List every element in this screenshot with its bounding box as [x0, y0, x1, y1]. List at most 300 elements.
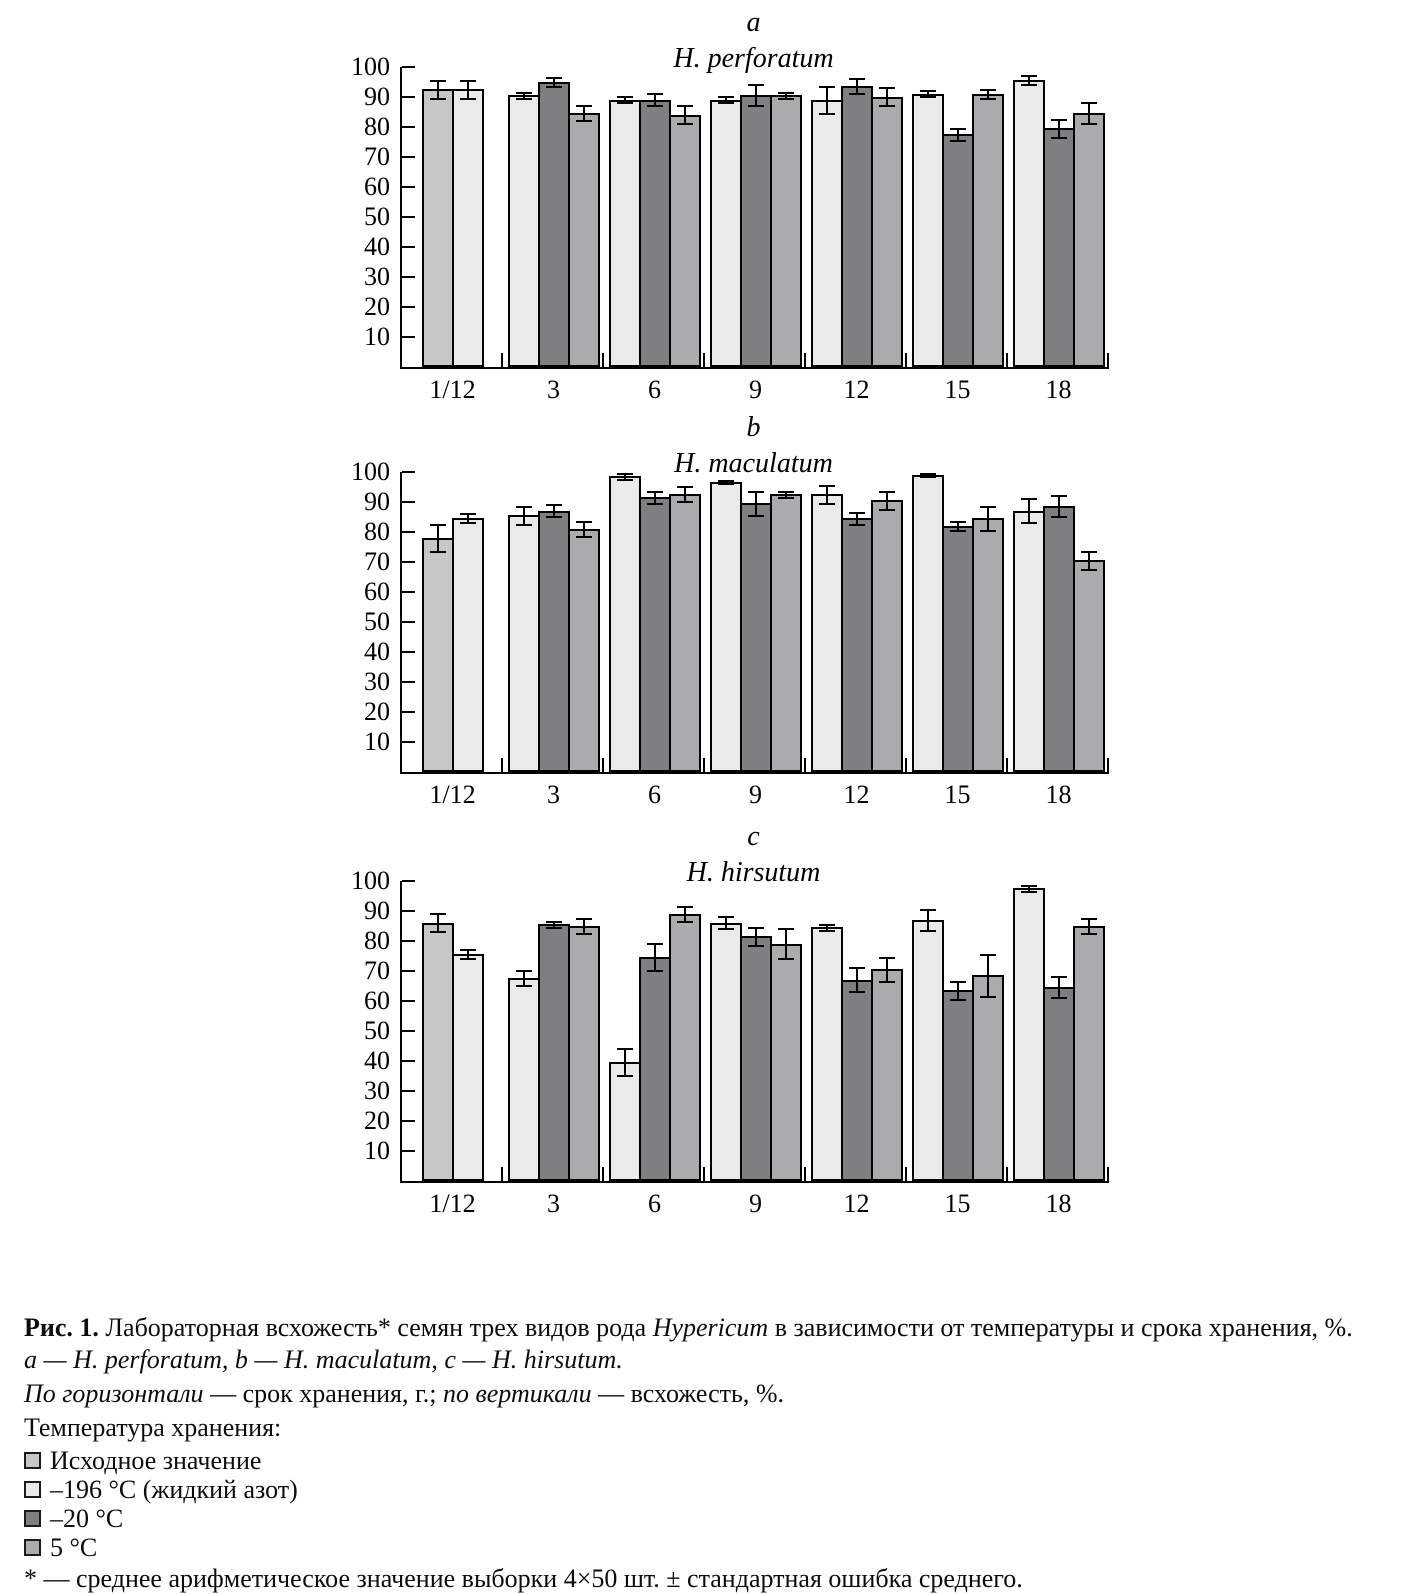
error-bar-cap: [460, 949, 476, 951]
y-axis-tick: [402, 1030, 415, 1032]
caption-line-2: a — H. perforatum, b — H. maculatum, c — H. hirsutum.: [24, 1345, 623, 1374]
y-axis-tick: [402, 1000, 415, 1002]
error-bar-cap: [677, 105, 693, 107]
error-bar-cap: [546, 927, 562, 929]
bar-plus5: [770, 95, 802, 367]
error-bar-cap: [516, 970, 532, 972]
error-bar-line: [437, 81, 439, 99]
error-bar-line: [583, 919, 585, 934]
y-axis-tick-label: 10: [364, 727, 390, 756]
y-axis-tick: [402, 741, 415, 743]
error-bar-cap: [748, 927, 764, 929]
error-bar-line: [523, 507, 525, 525]
bar-plus5: [871, 969, 903, 1181]
error-bar-cap: [1081, 569, 1097, 571]
y-axis-tick-label: 50: [364, 202, 390, 231]
y-axis-tick: [402, 96, 415, 98]
x-category-label: 15: [944, 375, 971, 404]
legend-heading: Температура хранения:: [24, 1413, 282, 1442]
x-axis-tick: [703, 353, 705, 367]
y-axis-tick-label: 70: [364, 956, 390, 985]
error-bar-cap: [748, 515, 764, 517]
error-bar-cap: [516, 98, 532, 100]
y-axis-tick-label: 80: [364, 112, 390, 141]
panel-letter-b: b: [746, 412, 761, 443]
y-axis-tick-label: 30: [364, 262, 390, 291]
error-bar-cap: [617, 1075, 633, 1077]
figure-footnote: * — среднее арифметическое значение выборки 4×50 шт. ± стандартная ошибка среднего.: [24, 1564, 1023, 1593]
error-bar-cap: [1081, 102, 1097, 104]
x-axis-tick: [602, 353, 604, 367]
error-bar-line: [755, 85, 757, 106]
error-bar-cap: [516, 524, 532, 526]
bar-minus196: [912, 475, 944, 772]
y-axis-tick-label: 70: [364, 547, 390, 576]
bar-plus5: [1073, 926, 1105, 1181]
error-bar-cap: [718, 96, 734, 98]
bar-minus196: [452, 89, 484, 367]
error-bar-cap: [980, 98, 996, 100]
error-bar-line: [826, 87, 828, 114]
error-bar-cap: [647, 491, 663, 493]
error-bar-cap: [778, 958, 794, 960]
error-bar-cap: [980, 89, 996, 91]
x-axis-tick: [804, 1167, 806, 1181]
error-bar-cap: [778, 928, 794, 930]
error-bar-line: [583, 522, 585, 537]
x-category-label: 1/12: [429, 780, 476, 809]
error-bar-cap: [1021, 498, 1037, 500]
x-axis-tick: [1107, 353, 1109, 367]
error-bar-cap: [576, 536, 592, 538]
bar-plus5: [669, 115, 701, 367]
bar-minus20: [942, 990, 974, 1181]
panel-title-b: H. maculatum: [674, 448, 833, 479]
error-bar-cap: [460, 513, 476, 515]
bar-plus5: [972, 518, 1004, 772]
error-bar-cap: [950, 521, 966, 523]
error-bar-cap: [1051, 516, 1067, 518]
y-axis-tick-label: 40: [364, 1046, 390, 1075]
error-bar-cap: [980, 954, 996, 956]
error-bar-cap: [1051, 997, 1067, 999]
error-bar-cap: [718, 483, 734, 485]
y-axis-tick-label: 30: [364, 1076, 390, 1105]
error-bar-cap: [748, 491, 764, 493]
bar-minus196: [710, 100, 742, 367]
error-bar-cap: [460, 98, 476, 100]
bar-minus196: [1013, 511, 1045, 772]
error-bar-cap: [617, 1048, 633, 1050]
legend-swatch-minus20: [24, 1510, 41, 1527]
x-category-label: 3: [547, 375, 560, 404]
bar-plus5: [669, 914, 701, 1181]
x-axis-tick: [501, 758, 503, 772]
error-bar-cap: [576, 120, 592, 122]
error-bar-cap: [748, 84, 764, 86]
x-axis-tick: [804, 353, 806, 367]
error-bar-line: [856, 968, 858, 992]
error-bar-cap: [950, 999, 966, 1001]
legend-label-initial: Исходное значение: [50, 1445, 262, 1475]
error-bar-cap: [819, 930, 835, 932]
x-axis-tick: [905, 1167, 907, 1181]
legend-label-minus196: –196 °C (жидкий азот): [50, 1474, 298, 1504]
bar-minus20: [841, 518, 873, 772]
error-bar-cap: [647, 503, 663, 505]
x-axis-tick: [804, 758, 806, 772]
bar-minus20: [1043, 128, 1075, 367]
bar-plus5: [568, 926, 600, 1181]
bar-minus20: [942, 526, 974, 772]
x-category-label: 12: [843, 1189, 870, 1218]
error-bar-cap: [920, 90, 936, 92]
x-category-label: 18: [1045, 780, 1072, 809]
error-bar-cap: [849, 524, 865, 526]
bar-plus5: [568, 529, 600, 772]
figure-caption: [24, 1312, 1389, 1594]
error-bar-line: [1058, 496, 1060, 517]
bar-plus5: [1073, 560, 1105, 772]
error-bar-line: [1058, 977, 1060, 998]
error-bar-cap: [1081, 918, 1097, 920]
error-bar-line: [826, 486, 828, 504]
error-bar-cap: [546, 921, 562, 923]
error-bar-cap: [718, 480, 734, 482]
x-category-label: 6: [648, 780, 661, 809]
bar-minus196: [609, 1062, 641, 1181]
error-bar-line: [1088, 919, 1090, 934]
error-bar-cap: [1021, 891, 1037, 893]
caption-line-3: [24, 1378, 1389, 1412]
y-axis-tick: [402, 306, 415, 308]
error-bar-cap: [950, 981, 966, 983]
error-bar-cap: [778, 92, 794, 94]
error-bar-cap: [879, 491, 895, 493]
x-category-label: 18: [1045, 375, 1072, 404]
y-axis-tick-label: 60: [364, 172, 390, 201]
legend-item-plus5: [24, 1533, 1389, 1562]
error-bar-cap: [778, 98, 794, 100]
y-axis-tick: [402, 970, 415, 972]
error-bar-line: [684, 907, 686, 922]
bar-minus196: [609, 476, 641, 772]
error-bar-cap: [1051, 119, 1067, 121]
error-bar-line: [437, 525, 439, 552]
error-bar-cap: [879, 981, 895, 983]
x-category-label: 15: [944, 780, 971, 809]
legend-swatch-initial: [24, 1452, 41, 1469]
error-bar-line: [755, 492, 757, 516]
error-bar-line: [654, 944, 656, 971]
panel-b: [351, 412, 1107, 813]
caption-line-3-text: — срок хранения, г.;: [203, 1379, 443, 1408]
error-bar-cap: [950, 128, 966, 130]
error-bar-cap: [430, 524, 446, 526]
error-bar-cap: [718, 928, 734, 930]
error-bar-cap: [879, 87, 895, 89]
x-axis-tick: [703, 1167, 705, 1181]
error-bar-cap: [980, 996, 996, 998]
bar-plus5: [972, 94, 1004, 367]
legend-swatch-plus5: [24, 1539, 41, 1556]
caption-line-1-tail: в зависимости от температуры и срока хранения, %.: [768, 1313, 1353, 1342]
error-bar-line: [927, 910, 929, 931]
x-category-label: 1/12: [429, 1189, 476, 1218]
y-axis-tick-label: 60: [364, 577, 390, 606]
x-category-label: 1/12: [429, 375, 476, 404]
error-bar-cap: [677, 501, 693, 503]
error-bar-cap: [516, 92, 532, 94]
x-axis-tick: [1107, 758, 1109, 772]
error-bar-cap: [1081, 123, 1097, 125]
error-bar-cap: [980, 530, 996, 532]
y-axis-tick-label: 100: [351, 457, 390, 486]
y-axis-tick-label: 70: [364, 142, 390, 171]
error-bar-cap: [677, 123, 693, 125]
bar-initial: [422, 923, 454, 1181]
bar-minus196: [508, 515, 540, 772]
y-axis-tick-label: 20: [364, 697, 390, 726]
error-bar-line: [987, 955, 989, 997]
caption-vertical-label: по вертикали: [442, 1379, 592, 1408]
y-axis-tick-label: 80: [364, 517, 390, 546]
y-axis-tick-label: 10: [364, 322, 390, 351]
y-axis-tick: [402, 246, 415, 248]
bar-minus196: [811, 100, 843, 367]
x-category-label: 6: [648, 375, 661, 404]
error-bar-line: [583, 106, 585, 121]
x-category-label: 9: [749, 780, 762, 809]
legend-item-minus196: [24, 1475, 1389, 1504]
y-axis-tick-label: 100: [351, 52, 390, 81]
y-axis-tick-label: 100: [351, 866, 390, 895]
x-axis-tick: [1006, 1167, 1008, 1181]
x-category-label: 18: [1045, 1189, 1072, 1218]
error-bar-cap: [1051, 495, 1067, 497]
error-bar-cap: [879, 509, 895, 511]
panel-letter-c: c: [747, 821, 760, 852]
bar-minus196: [1013, 80, 1045, 367]
error-bar-cap: [1051, 976, 1067, 978]
caption-line-1-text: Лабораторная всхожесть* семян трех видов рода: [98, 1313, 653, 1342]
error-bar-line: [684, 487, 686, 502]
y-axis-tick-label: 20: [364, 1106, 390, 1135]
error-bar-line: [624, 1049, 626, 1076]
y-axis-tick: [402, 591, 415, 593]
y-axis-tick: [402, 501, 415, 503]
bar-minus20: [639, 100, 671, 367]
bar-minus20: [740, 936, 772, 1181]
error-bar-cap: [617, 96, 633, 98]
error-bar-cap: [819, 113, 835, 115]
error-bar-cap: [748, 945, 764, 947]
x-axis-tick: [602, 758, 604, 772]
error-bar-cap: [430, 80, 446, 82]
error-bar-cap: [718, 102, 734, 104]
x-category-label: 15: [944, 1189, 971, 1218]
bar-minus20: [538, 82, 570, 367]
x-axis-tick: [1006, 353, 1008, 367]
bar-minus20: [538, 924, 570, 1181]
error-bar-cap: [950, 140, 966, 142]
y-axis-tick-label: 50: [364, 607, 390, 636]
error-bar-cap: [849, 991, 865, 993]
x-axis-tick: [905, 758, 907, 772]
bar-plus5: [972, 975, 1004, 1181]
x-category-label: 9: [749, 375, 762, 404]
x-category-label: 3: [547, 1189, 560, 1218]
y-axis-tick-label: 80: [364, 926, 390, 955]
bar-plus5: [871, 500, 903, 772]
error-bar-cap: [819, 86, 835, 88]
x-axis-tick: [1107, 1167, 1109, 1181]
bar-minus196: [452, 518, 484, 772]
x-category-label: 9: [749, 1189, 762, 1218]
caption-line-3-tail: — всхожесть, %.: [591, 1379, 785, 1408]
error-bar-cap: [460, 958, 476, 960]
error-bar-cap: [647, 943, 663, 945]
bar-minus20: [740, 503, 772, 772]
y-axis-tick-label: 20: [364, 292, 390, 321]
error-bar-line: [957, 982, 959, 1000]
error-bar-line: [886, 492, 888, 510]
error-bar-cap: [1021, 522, 1037, 524]
bar-plus5: [770, 494, 802, 772]
error-bar-line: [684, 106, 686, 124]
y-axis-tick-label: 40: [364, 232, 390, 261]
bar-minus196: [912, 920, 944, 1181]
error-bar-line: [523, 971, 525, 986]
error-bar-cap: [677, 921, 693, 923]
y-axis-tick-label: 90: [364, 487, 390, 516]
panel-c: [351, 821, 1107, 1222]
bar-minus20: [639, 497, 671, 772]
bar-minus196: [811, 494, 843, 772]
error-bar-cap: [430, 551, 446, 553]
caption-horizontal-label: По горизонтали: [24, 1379, 204, 1408]
error-bar-cap: [819, 503, 835, 505]
error-bar-cap: [430, 98, 446, 100]
error-bar-cap: [647, 970, 663, 972]
caption-line-1: [24, 1312, 1389, 1344]
error-bar-cap: [546, 504, 562, 506]
bar-initial: [422, 538, 454, 772]
bar-minus196: [508, 95, 540, 367]
legend-item-initial: [24, 1446, 1389, 1475]
x-category-label: 3: [547, 780, 560, 809]
error-bar-cap: [849, 967, 865, 969]
error-bar-line: [1028, 499, 1030, 523]
error-bar-line: [785, 929, 787, 959]
error-bar-cap: [718, 916, 734, 918]
error-bar-cap: [516, 506, 532, 508]
y-axis-tick: [402, 216, 415, 218]
y-axis-tick-label: 30: [364, 667, 390, 696]
bar-minus196: [452, 954, 484, 1181]
error-bar-cap: [647, 105, 663, 107]
error-bar-line: [467, 81, 469, 99]
bar-minus196: [609, 100, 641, 367]
y-axis-tick: [402, 910, 415, 912]
error-bar-cap: [748, 105, 764, 107]
y-axis-tick-label: 40: [364, 637, 390, 666]
x-axis-tick: [602, 1167, 604, 1181]
panel-title-a: H. perforatum: [673, 43, 834, 74]
error-bar-cap: [819, 485, 835, 487]
bar-minus196: [1013, 888, 1045, 1181]
bar-plus5: [770, 944, 802, 1181]
panel-title-c: H. hirsutum: [686, 857, 821, 888]
error-bar-line: [856, 79, 858, 94]
x-axis-tick: [501, 1167, 503, 1181]
bar-plus5: [1073, 113, 1105, 367]
error-bar-cap: [1021, 84, 1037, 86]
error-bar-line: [437, 914, 439, 932]
error-bar-cap: [1081, 933, 1097, 935]
error-bar-cap: [430, 931, 446, 933]
x-axis-tick: [905, 353, 907, 367]
error-bar-cap: [516, 985, 532, 987]
x-category-label: 12: [843, 780, 870, 809]
error-bar-line: [755, 928, 757, 946]
y-axis-tick: [402, 621, 415, 623]
error-bar-cap: [677, 486, 693, 488]
x-category-label: 6: [648, 1189, 661, 1218]
y-axis-tick-label: 10: [364, 1136, 390, 1165]
legend-label-plus5: 5 °C: [50, 1532, 98, 1562]
y-axis-tick: [402, 1090, 415, 1092]
bar-minus20: [841, 980, 873, 1181]
y-axis-tick: [402, 711, 415, 713]
error-bar-cap: [980, 506, 996, 508]
y-axis-tick: [402, 156, 415, 158]
y-axis-tick: [402, 276, 415, 278]
error-bar-cap: [849, 93, 865, 95]
error-bar-cap: [819, 924, 835, 926]
bar-minus196: [912, 94, 944, 367]
error-bar-cap: [778, 491, 794, 493]
bar-minus196: [508, 978, 540, 1181]
bar-minus20: [538, 511, 570, 772]
y-axis-tick: [402, 186, 415, 188]
error-bar-cap: [1081, 551, 1097, 553]
error-bar-cap: [849, 78, 865, 80]
error-bar-cap: [546, 516, 562, 518]
y-axis-tick: [402, 1060, 415, 1062]
error-bar-cap: [576, 933, 592, 935]
error-bar-line: [987, 507, 989, 531]
bar-minus20: [740, 95, 772, 367]
error-bar-cap: [920, 96, 936, 98]
error-bar-cap: [647, 93, 663, 95]
panel-letter-a: a: [746, 7, 761, 38]
y-axis-tick: [402, 651, 415, 653]
y-axis-tick-label: 50: [364, 1016, 390, 1045]
error-bar-cap: [920, 930, 936, 932]
error-bar-line: [1088, 552, 1090, 570]
bar-plus5: [871, 97, 903, 367]
panel-a: [351, 7, 1107, 408]
y-axis-tick: [402, 681, 415, 683]
bar-minus196: [811, 927, 843, 1181]
bar-initial: [422, 89, 454, 367]
x-axis-tick: [703, 758, 705, 772]
error-bar-cap: [430, 913, 446, 915]
error-bar-cap: [546, 77, 562, 79]
bar-plus5: [568, 113, 600, 367]
error-bar-line: [1058, 120, 1060, 138]
